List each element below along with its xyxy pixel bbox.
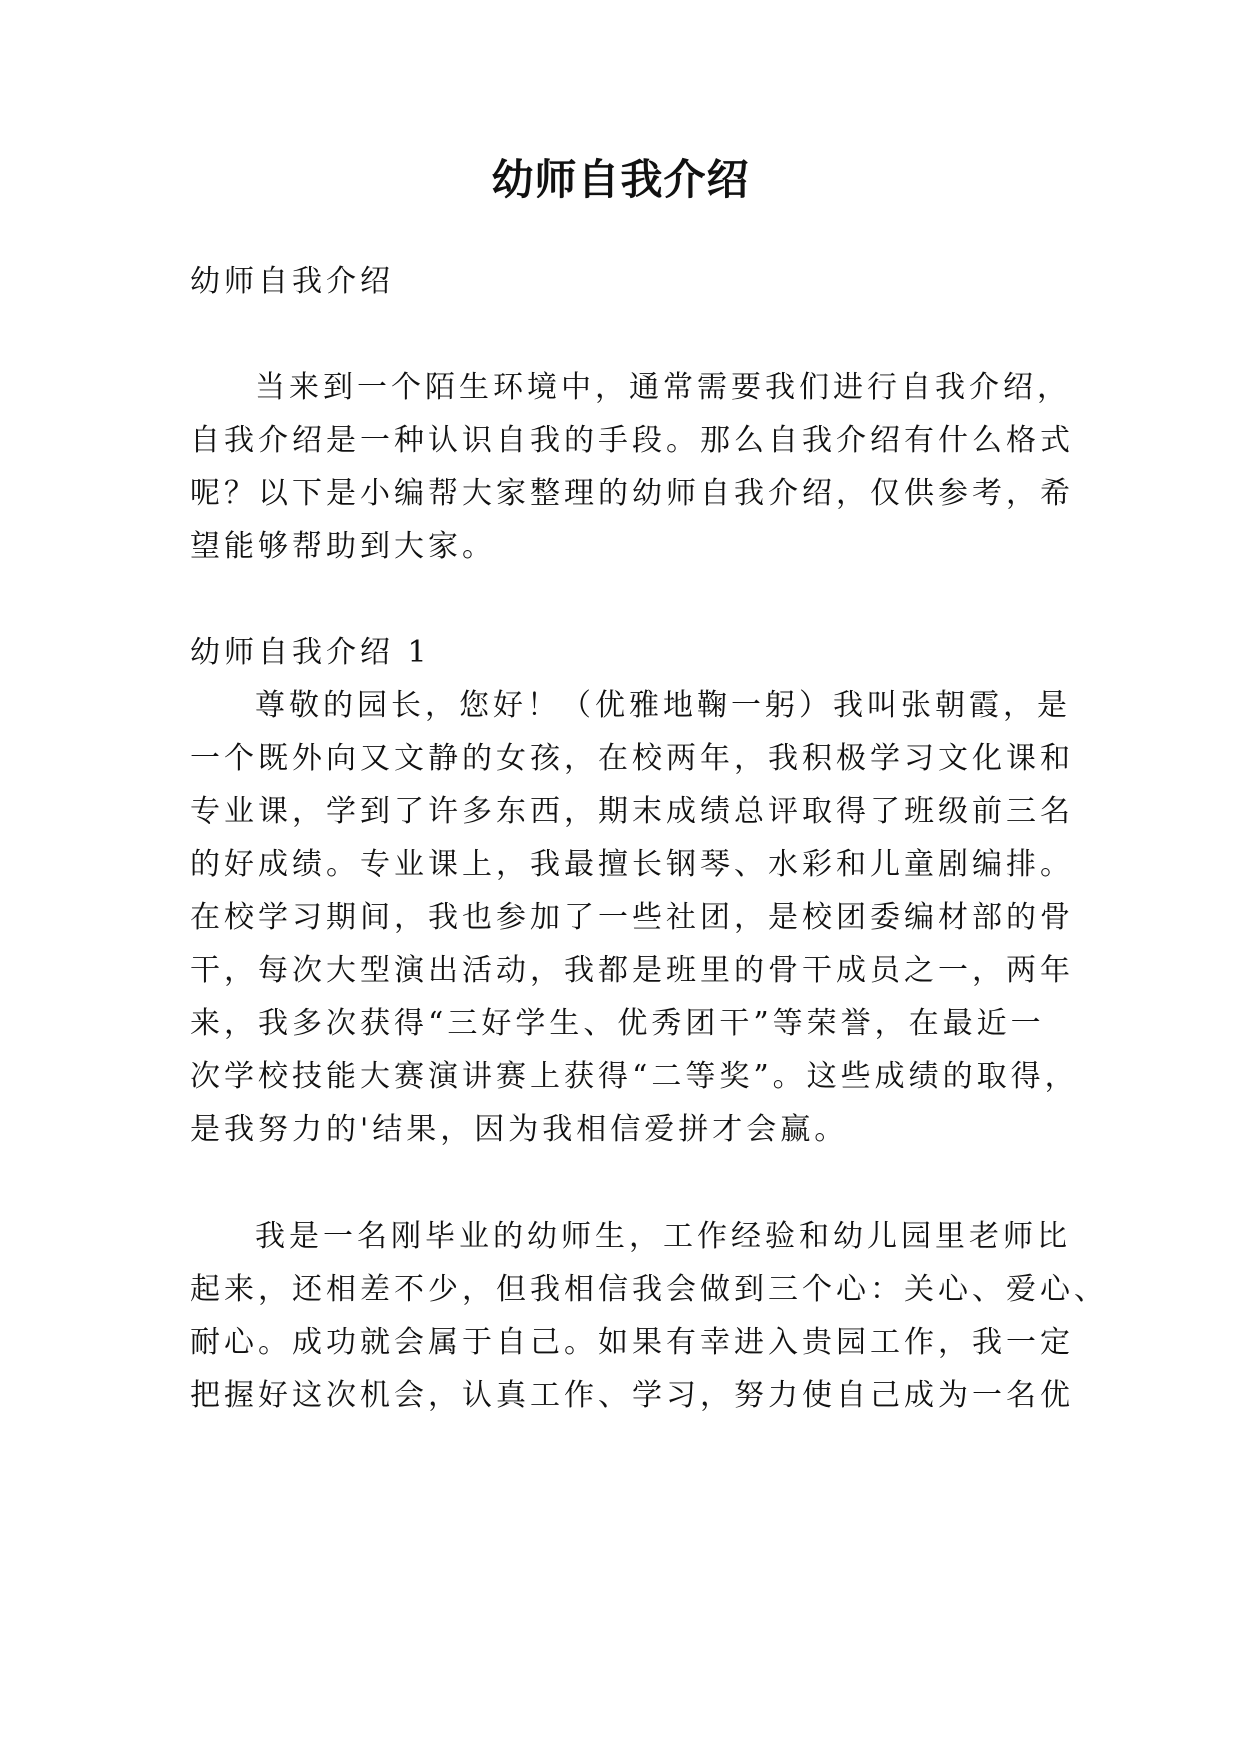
section-body2-line-4: 把握好这次机会，认真工作、学习，努力使自己成为一名优 xyxy=(190,1378,1074,1413)
section-body-line-8: 次学校技能大赛演讲赛上获得“二等奖”。这些成绩的取得， xyxy=(190,1059,1079,1094)
section-body-line-9: 是我努力的'结果，因为我相信爱拼才会赢。 xyxy=(190,1112,849,1147)
intro-line-3: 呢？以下是小编帮大家整理的幼师自我介绍，仅供参考，希 xyxy=(190,476,1074,511)
section-body-line-3: 专业课，学到了许多东西，期末成绩总评取得了班级前三名 xyxy=(190,794,1074,829)
section-heading: 幼师自我介绍 1 xyxy=(190,635,431,670)
section-body2-line-1: 我是一名刚毕业的幼师生，工作经验和幼儿园里老师比 xyxy=(255,1219,1071,1254)
intro-line-2: 自我介绍是一种认识自我的手段。那么自我介绍有什么格式 xyxy=(190,423,1074,458)
section-body2-line-3: 耐心。成功就会属于自己。如果有幸进入贵园工作，我一定 xyxy=(190,1325,1074,1360)
section-body2-line-2: 起来，还相差不少，但我相信我会做到三个心：关心、爱心、 xyxy=(190,1272,1108,1307)
intro-line-4: 望能够帮助到大家。 xyxy=(190,529,496,564)
section-body-line-4: 的好成绩。专业课上，我最擅长钢琴、水彩和儿童剧编排。 xyxy=(190,847,1074,882)
section-body-line-5: 在校学习期间，我也参加了一些社团，是校团委编材部的骨 xyxy=(190,900,1074,935)
section-body-line-6: 干，每次大型演出活动，我都是班里的骨干成员之一，两年 xyxy=(190,953,1074,988)
document-subtitle: 幼师自我介绍 xyxy=(190,264,394,299)
intro-line-1: 当来到一个陌生环境中，通常需要我们进行自我介绍， xyxy=(255,370,1071,405)
section-body-line-2: 一个既外向又文静的女孩，在校两年，我积极学习文化课和 xyxy=(190,741,1074,776)
document-title: 幼师自我介绍 xyxy=(491,155,750,204)
section-body-line-1: 尊敬的园长，您好！（优雅地鞠一躬）我叫张朝霞，是 xyxy=(255,688,1071,723)
section-body-line-7: 来，我多次获得“三好学生、优秀团干”等荣誉，在最近一 xyxy=(190,1006,1045,1041)
